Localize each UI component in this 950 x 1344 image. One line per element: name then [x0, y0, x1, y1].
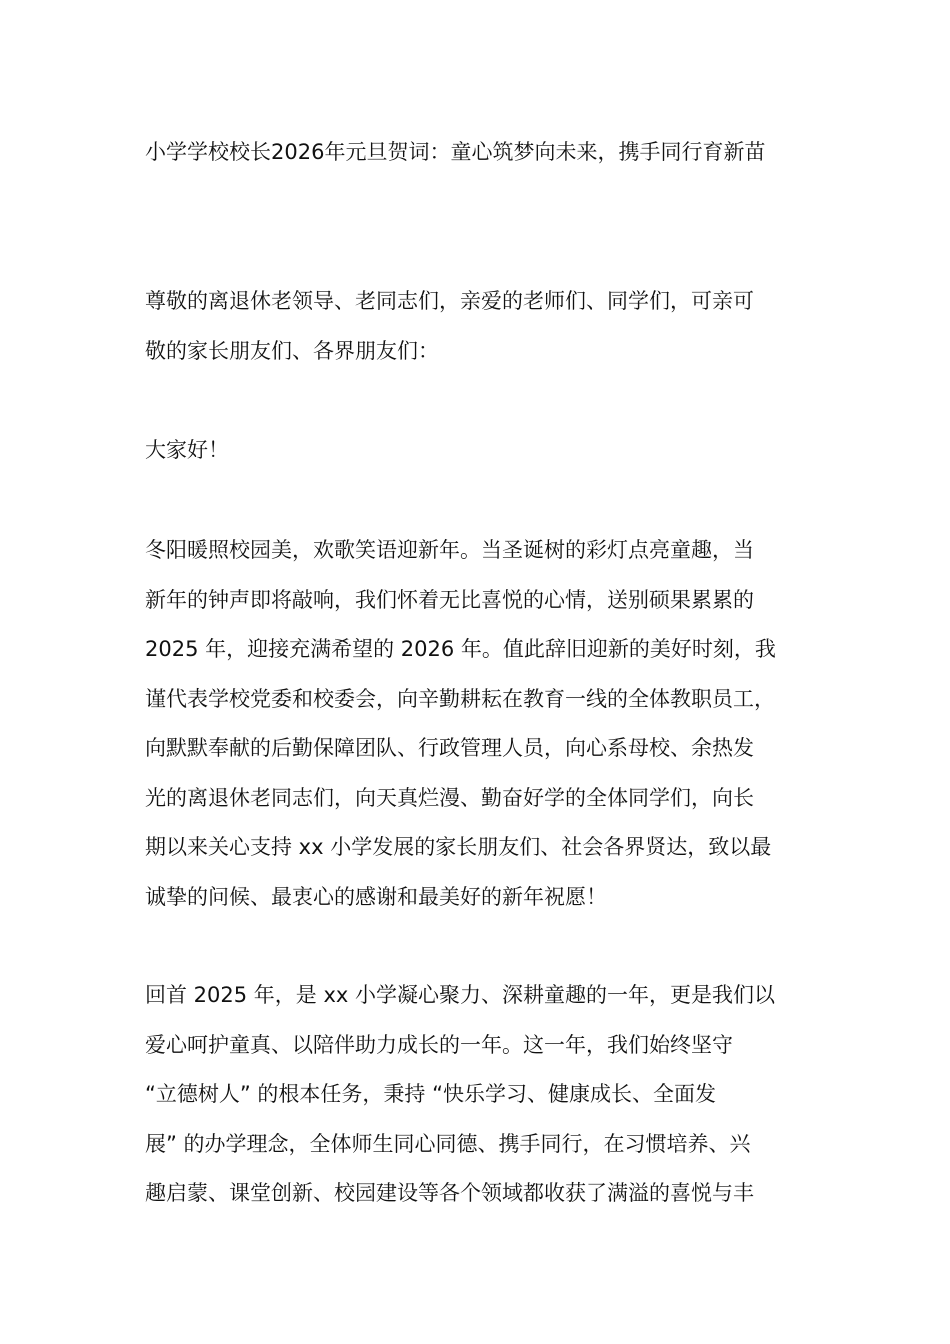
salutation-line: 尊敬的离退休老领导、老同志们，亲爱的老师们、同学们，可亲可: [145, 289, 754, 313]
document-title: 小学学校校长2026年元旦贺词：童心筑梦向未来，携手同行育新苗: [145, 140, 766, 164]
paragraph-line: 趣启蒙、课堂创新、校园建设等各个领域都收获了满溢的喜悦与丰: [145, 1181, 754, 1205]
salutation-line: 敬的家长朋友们、各界朋友们：: [145, 339, 439, 363]
paragraph-line: 谨代表学校党委和校委会，向辛勤耕耘在教育一线的全体教职员工，: [145, 687, 775, 711]
paragraph-line: 新年的钟声即将敲响，我们怀着无比喜悦的心情，送别硕果累累的: [145, 588, 754, 612]
paragraph-line: “立德树人” 的根本任务，秉持 “快乐学习、健康成长、全面发: [145, 1082, 716, 1106]
paragraph-line: 向默默奉献的后勤保障团队、行政管理人员，向心系母校、余热发: [145, 736, 754, 760]
paragraph-line: 爱心呵护童真、以陪伴助力成长的一年。这一年，我们始终坚守: [145, 1033, 733, 1057]
paragraph-line: 回首 2025 年，是 xx 小学凝心聚力、深耕童趣的一年，更是我们以: [145, 983, 775, 1007]
greeting: 大家好！: [145, 438, 229, 462]
paragraph-line: 诚挚的问候、最衷心的感谢和最美好的新年祝愿！: [145, 885, 607, 909]
paragraph-line: 期以来关心支持 xx 小学发展的家长朋友们、社会各界贤达，致以最: [145, 835, 772, 859]
paragraph-line: 展” 的办学理念，全体师生同心同德、携手同行，在习惯培养、兴: [145, 1132, 751, 1156]
paragraph-line: 2025 年，迎接充满希望的 2026 年。值此辞旧迎新的美好时刻，我: [145, 637, 776, 661]
paragraph-line: 光的离退休老同志们，向天真烂漫、勤奋好学的全体同学们，向长: [145, 786, 754, 810]
paragraph-line: 冬阳暖照校园美，欢歌笑语迎新年。当圣诞树的彩灯点亮童趣，当: [145, 538, 754, 562]
